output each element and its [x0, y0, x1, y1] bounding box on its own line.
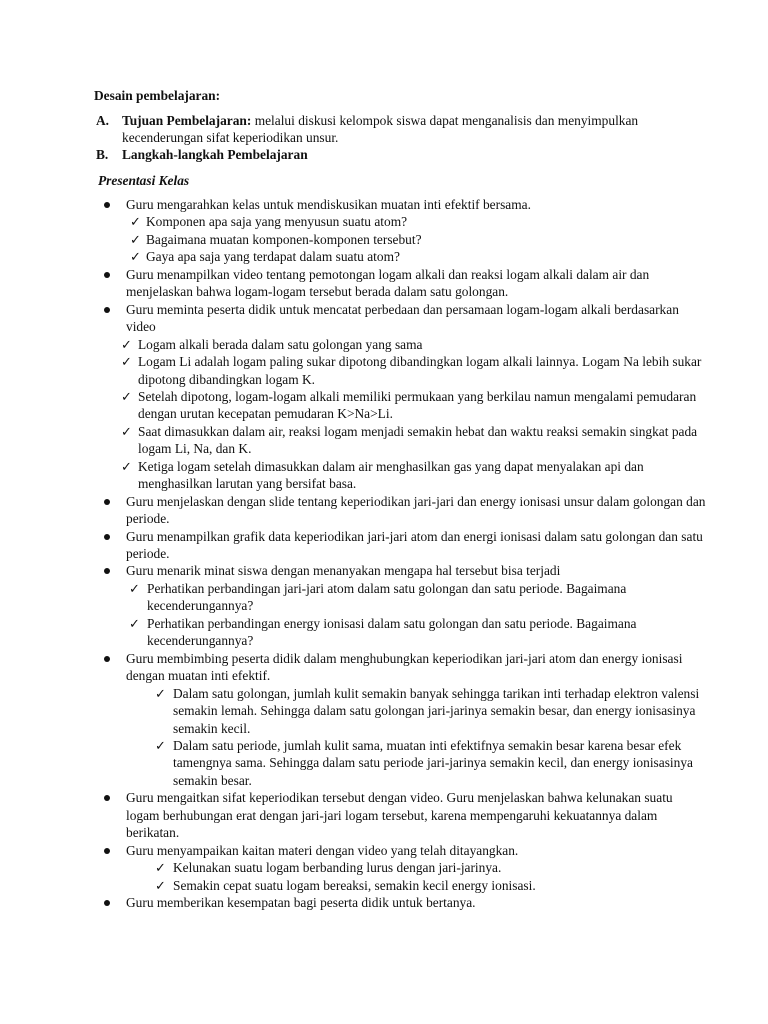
section-a-title: Tujuan Pembelajaran:	[122, 113, 252, 128]
list-item-text: Guru mengaitkan sifat keperiodikan tersebut dengan video. Guru menjelaskan bahwa kelunakan suatu	[126, 790, 673, 806]
list-item-text: Guru memberikan kesempatan bagi peserta didik untuk bertanya.	[126, 895, 476, 910]
sub-item-text: Komponen apa saja yang menyusun suatu atom?	[146, 214, 408, 230]
bullet-icon	[104, 656, 110, 662]
list-item-text: Guru menampilkan grafik data keperiodikan jari-jari atom dan energi ionisasi dalam satu golongan dan satu	[126, 528, 703, 544]
sub-item-text: Setelah dipotong, logam-logam alkali memiliki permukaan yang berkilau namun mengalami pemudaran	[138, 388, 697, 404]
checkmark-icon: ✓	[129, 580, 140, 596]
bullet-icon	[104, 272, 110, 278]
list-item-text: menjelaskan bahwa logam-logam tersebut berada dalam satu golongan.	[126, 284, 509, 300]
sub-item-text: logam Li, Na, dan K.	[138, 441, 252, 457]
checkmark-icon: ✓	[130, 231, 141, 247]
checkmark-icon: ✓	[155, 877, 166, 893]
sub-item-text: Dalam satu golongan, jumlah kulit semakin banyak sehingga tarikan inti terhadap elektron valensi	[173, 685, 700, 701]
bullet-icon	[104, 202, 110, 208]
list-item-text: Guru menyampaikan kaitan materi dengan video yang telah ditayangkan.	[126, 842, 519, 858]
section-a-text: melalui diskusi kelompok siswa dapat menganalisis dan menyimpulkan	[251, 113, 639, 128]
section-a-line2: kecenderungan sifat keperiodikan unsur.	[122, 130, 339, 145]
list-item-text: logam berhubungan erat dengan jari-jari logam tersebut, karena mempengaruhi kekuatannya dalam	[126, 807, 658, 823]
section-b-title: Langkah-langkah Pembelajaran	[122, 147, 308, 162]
sub-item-text: tamengnya sama. Sehingga dalam satu periode jari-jarinya semakin kecil, dan energy ionisasinya	[173, 755, 693, 771]
bullet-icon	[104, 499, 110, 505]
checkmark-icon: ✓	[121, 336, 132, 352]
sub-item-text: semakin kecil.	[173, 720, 251, 736]
bullet-icon	[104, 848, 110, 854]
section-a-line1	[122, 113, 638, 129]
list-item-text: berikatan.	[126, 825, 180, 841]
checkmark-icon: ✓	[130, 214, 141, 230]
checkmark-icon: ✓	[130, 249, 141, 265]
sub-item-text: kecenderungannya?	[147, 598, 254, 614]
subheading-presentasi-kelas: Presentasi Kelas	[98, 173, 190, 188]
sub-item-text: kecenderungannya?	[147, 633, 254, 649]
sub-item-text: Semakin cepat suatu logam bereaksi, semakin kecil energy ionisasi.	[173, 877, 536, 893]
checkmark-icon: ✓	[155, 860, 166, 876]
list-item-text: Guru menjelaskan dengan slide tentang keperiodikan jari-jari dan energy ionisasi unsur dalam golongan dan	[126, 493, 706, 509]
sub-item-text: Kelunakan suatu logam berbanding lurus dengan jari-jarinya.	[173, 860, 502, 876]
list-item-text: periode.	[126, 546, 170, 561]
list-item-text: Guru mengarahkan kelas untuk mendiskusikan muatan inti efektif bersama.	[126, 197, 531, 212]
checkmark-icon: ✓	[121, 388, 132, 404]
checkmark-icon: ✓	[121, 423, 132, 439]
sub-item-text: Gaya apa saja yang terdapat dalam suatu atom?	[146, 249, 400, 265]
sub-item-text: Logam alkali berada dalam satu golongan yang sama	[138, 336, 423, 352]
sub-item-text: semakin besar.	[173, 772, 252, 788]
bullet-icon	[104, 900, 110, 906]
sub-item-text: Perhatikan perbandingan energy ionisasi dalam satu golongan dan satu periode. Bagaimana	[147, 615, 637, 631]
sub-item-text: dengan urutan kecepatan pemudaran K>Na>Li.	[138, 406, 393, 422]
bullet-icon	[104, 568, 110, 574]
list-item-text: dengan muatan inti efektif.	[126, 668, 271, 684]
list-item-text: Guru membimbing peserta didik dalam menghubungkan keperiodikan jari-jari atom dan energy ionisasi	[126, 650, 683, 666]
sub-item-text: Dalam satu periode, jumlah kulit sama, muatan inti efektifnya semakin besar karena besar efek	[173, 737, 682, 753]
checkmark-icon: ✓	[129, 615, 140, 631]
checkmark-icon: ✓	[155, 685, 166, 701]
sub-item-text: menghasilkan larutan yang bersifat basa.	[138, 476, 357, 492]
sub-item-text: dipotong dibandingkan logam K.	[138, 371, 316, 387]
list-item-text: periode.	[126, 511, 170, 527]
section-b-marker: B.	[96, 147, 109, 162]
bullet-icon	[104, 534, 110, 540]
sub-item-text: Saat dimasukkan dalam air, reaksi logam menjadi semakin hebat dan waktu reaksi semakin singkat pada	[138, 423, 698, 439]
checkmark-icon: ✓	[121, 458, 132, 474]
list-item-text: Guru meminta peserta didik untuk mencatat perbedaan dan persamaan logam-logam alkali berdasarkan	[126, 301, 679, 317]
sub-item-text: semakin lemah. Sehingga dalam satu golongan jari-jarinya semakin besar, dan energy ionisasinya	[173, 703, 696, 719]
section-a-marker: A.	[96, 113, 110, 128]
sub-item-text: Perhatikan perbandingan jari-jari atom dalam satu golongan dan satu periode. Bagaimana	[147, 580, 627, 596]
sub-item-text: Bagaimana muatan komponen-komponen tersebut?	[146, 231, 422, 247]
sub-item-text: Logam Li adalah logam paling sukar dipotong dibandingkan logam alkali lainnya. Logam Na lebih sukar	[138, 354, 702, 370]
checkmark-icon: ✓	[121, 354, 132, 370]
doc-heading: Desain pembelajaran:	[94, 88, 221, 103]
checkmark-icon: ✓	[155, 737, 166, 753]
list-item-text: Guru menarik minat siswa dengan menanyakan mengapa hal tersebut bisa terjadi	[126, 563, 561, 579]
bullet-icon	[104, 795, 110, 801]
sub-item-text: Ketiga logam setelah dimasukkan dalam air menghasilkan gas yang dapat menyalakan api dan	[138, 458, 644, 474]
bullet-icon	[104, 307, 110, 313]
list-item-text: video	[126, 319, 156, 335]
list-item-text: Guru menampilkan video tentang pemotongan logam alkali dan reaksi logam alkali dalam air dan	[126, 266, 650, 282]
